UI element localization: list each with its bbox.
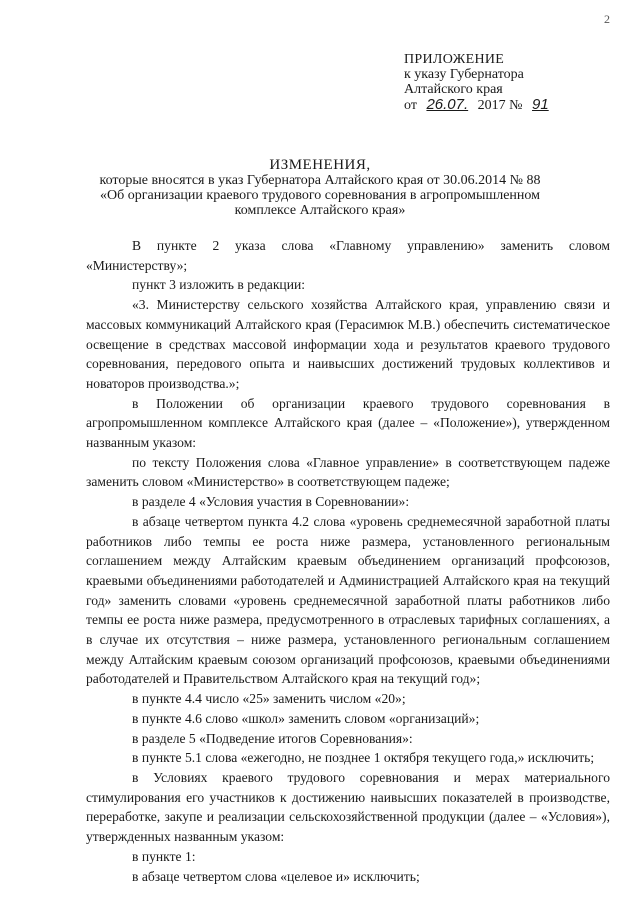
number-sign: №	[509, 98, 523, 113]
paragraph: в разделе 5 «Подведение итогов Соревнования»:	[132, 730, 413, 746]
heading-subtitle-line-3: комплексе Алтайского края»	[234, 203, 406, 218]
date-prefix: от	[404, 98, 417, 113]
paragraph: по тексту Положения слова «Главное управление» в соответствующем падеже заменить словом «Министерство» в соответствующем падеже;	[86, 454, 610, 490]
heading-subtitle-line-1: которые вносятся в указ Губернатора Алтайского края от 30.06.2014 № 88	[99, 173, 541, 188]
paragraph: в пункте 4.4 число «25» заменить числом «20»;	[132, 691, 406, 707]
paragraph: «3. Министерству сельского хозяйства Алтайского края, управлению связи и массовых коммуникаций Алтайского края (Герасимюк М.В.) обеспечить систематическое освещение в средствах массовой информации хода и результатов краевого трудового соревнования, передового опыта и наивысших достижений трудовых коллективов и новаторов производства.»;	[86, 297, 610, 391]
heading-subtitle-line-2: «Об организации краевого трудового соревнования в агропромышленном	[100, 188, 540, 203]
year: 2017	[477, 98, 506, 113]
page-number: 2	[604, 12, 610, 26]
document-heading	[80, 158, 560, 218]
heading-title: ИЗМЕНЕНИЯ,	[269, 157, 371, 173]
appendix-title: ПРИЛОЖЕНИЕ	[404, 52, 505, 67]
appendix-line-region: Алтайского края	[404, 82, 503, 97]
paragraph: в разделе 4 «Условия участия в Соревновании»:	[132, 494, 410, 510]
paragraph: в пункте 1:	[132, 848, 196, 864]
appendix-line-decree: к указу Губернатора	[404, 67, 524, 82]
paragraph: В пункте 2 указа слова «Главному управлению» заменить словом «Министерству»;	[86, 238, 610, 273]
handwritten-number: 91	[532, 96, 549, 113]
paragraph: в Условиях краевого трудового соревнования и мерах материального стимулирования его участников к достижению наивысших показателей в производстве, переработке, закупе и реализации сельскохозяйственной продукции (далее – «Условия»), утвержденных названным указом:	[86, 769, 610, 845]
paragraph: в Положении об организации краевого трудового соревнования в агропромышленном комплексе Алтайского края (далее – «Положение»), утвержденном названным указом:	[86, 395, 610, 451]
paragraph: в абзаце четвертом слова «целевое и» исключить;	[132, 868, 420, 884]
appendix-date-line	[404, 97, 629, 113]
paragraph: в пункте 5.1 слова «ежегодно, не позднее 1 октября текущего года,» исключить;	[132, 750, 595, 766]
paragraph: пункт 3 изложить в редакции:	[132, 277, 306, 293]
paragraph: в пункте 4.6 слово «школ» заменить словом «организаций»;	[132, 710, 480, 726]
document-body	[86, 236, 610, 886]
appendix-block	[404, 52, 629, 113]
paragraph: в абзаце четвертом пункта 4.2 слова «уровень среднемесячной заработной платы работников либо темпы ее роста ниже размера, установленного региональным соглашением между Алтайским краевым объединением организаций профсоюзов, краевыми объединениями работодателей и Администрацией Алтайского края на текущий год» заменить словами «уровень среднемесячной заработной платы работников либо темпы ее роста ниже размера, предусмотренного в отраслевых тарифных соглашениях, а в случае их отсутствия – ниже размера, установленного региональным соглашением между Алтайским краевым союзом организаций профсоюзов, краевыми объединениями работодателей и Правительством Алтайского края на текущий год»;	[86, 513, 610, 687]
handwritten-date: 26.07.	[426, 96, 469, 113]
